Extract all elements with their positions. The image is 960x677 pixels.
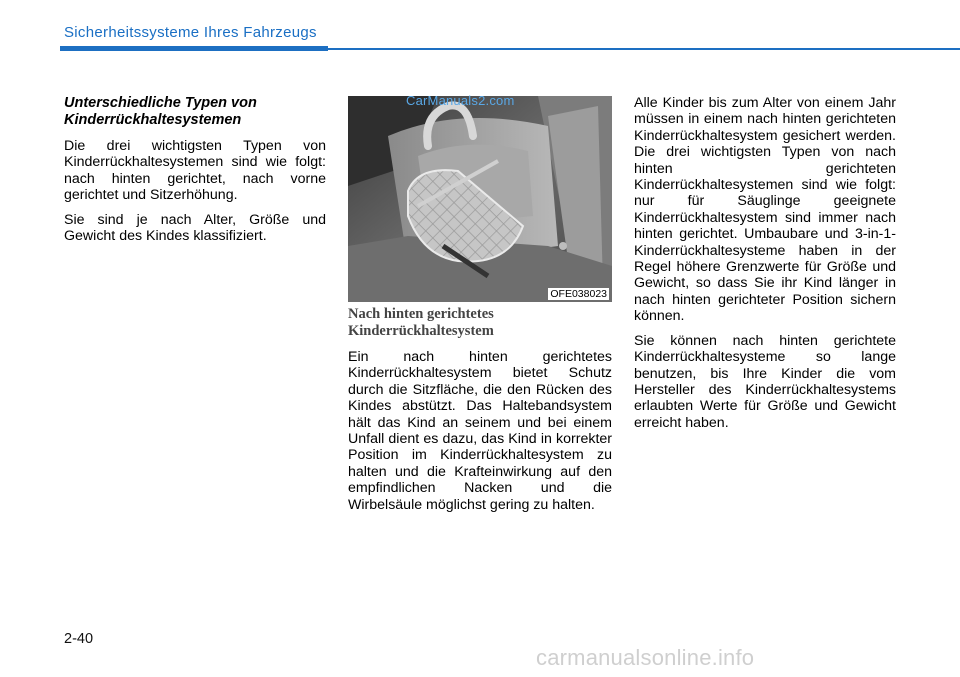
watermark-link[interactable]: CarManuals2.com [406, 93, 515, 108]
child-seat-illustration [348, 96, 612, 302]
header-rule-thin [328, 48, 960, 50]
column-right [634, 95, 896, 439]
child-seat-drawing [348, 96, 612, 302]
paragraph: Die drei wichtigsten Typen von Kinderrückhaltesystemen sind wie folgt: nach hinten gerichtet, nach vorne gerichtet und Sitzerhöhung. [64, 138, 326, 204]
column-left [64, 95, 326, 252]
paragraph: Sie sind je nach Alter, Größe und Gewicht des Kindes klassifiziert. [64, 211, 326, 245]
column-middle [348, 306, 612, 521]
section-title: Sicherheitssysteme Ihres Fahrzeugs [64, 24, 317, 41]
paragraph: Ein nach hinten gerichtetes Kinderrückhaltesystem bietet Schutz durch die Sitzfläche, die den Rücken des Kindes abstützt. Das Haltebandsystem hält das Kind an seinem und bei einem Unfall dient es dazu, das Kind in korrekter Position im Kinderrückhaltesystem zu halten und die Krafteinwirkung auf den empfindlichen Nacken und die Wirbelsäule möglichst gering zu halten. [348, 349, 612, 513]
figure-code: OFE038023 [550, 288, 607, 300]
watermark-footer: carmanualsonline.info [536, 645, 755, 670]
paragraph: Sie können nach hinten gerichtete Kinderrückhaltesysteme so lange benutzen, bis Ihre Kinder die vom Hersteller des Kinderrückhaltesystems erlaubten Werte für Größe und Gewicht erreicht haben. [634, 332, 896, 431]
figure-caption: Nach hinten gerichtetes Kinderrückhaltesystem [348, 306, 494, 339]
paragraph: Alle Kinder bis zum Alter von einem Jahr müssen in einem nach hinten gerichteten Kinderrückhaltesystem gesichert werden. Die drei wichtigsten Typen von nach hinten gerichteten Kinderrückhaltesystemen sind wie folgt: nur für Säuglinge geeignete Kinderrückhaltesystem sind immer nach hinten gerichtet. Umbaubare und 3-in-1-Kinderrückhaltesysteme haben in der Regel höhere Grenzwerte für Größe und Gewicht, so dass Sie ihr Kind länger in nach hinten gerichteter Position sichern können. [634, 95, 896, 325]
page-number: 2-40 [64, 631, 94, 647]
section-heading: Unterschiedliche Typen von Kinderrückhaltesystemen [64, 95, 257, 128]
header-rule-thick [60, 46, 328, 51]
